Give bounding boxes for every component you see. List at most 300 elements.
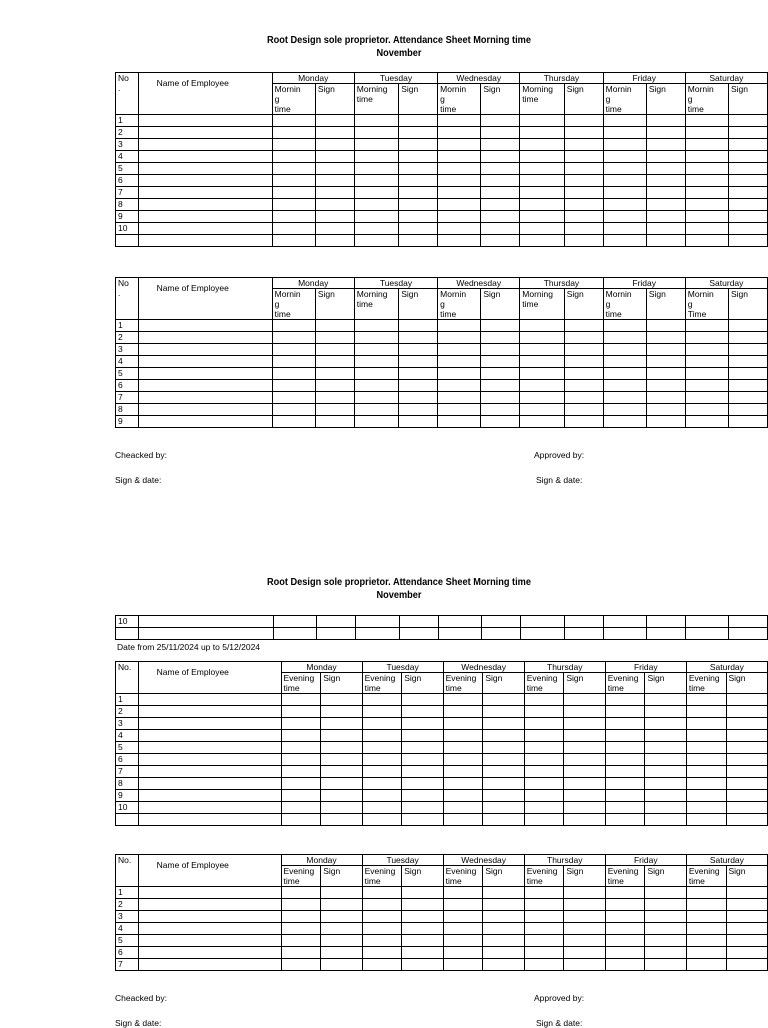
time-cell — [524, 911, 564, 923]
table-row — [116, 380, 768, 392]
table-row — [116, 368, 768, 380]
time-cell — [603, 616, 646, 628]
sign-cell — [646, 356, 685, 368]
checked-by-label-2: Cheacked by: — [115, 993, 167, 1003]
sign-cell — [729, 163, 768, 175]
time-cell — [362, 814, 402, 826]
time-cell — [686, 730, 726, 742]
time-cell — [686, 887, 726, 899]
checked-by-label: Cheacked by: — [115, 450, 167, 460]
sign-cell — [315, 223, 354, 235]
time-cell — [443, 887, 483, 899]
sign-cell — [402, 887, 443, 899]
time-cell — [605, 742, 645, 754]
sign-cell — [399, 211, 438, 223]
sign-date-label-right-2: Sign & date: — [536, 1018, 583, 1028]
sign-cell — [315, 320, 354, 332]
time-cell — [603, 151, 646, 163]
time-cell — [686, 947, 726, 959]
sign-cell — [729, 380, 768, 392]
sign-cell — [321, 935, 362, 947]
time-cell — [438, 199, 481, 211]
time-cell — [354, 151, 398, 163]
time-cell — [281, 778, 321, 790]
sign-cell — [315, 151, 354, 163]
row-number: 4 — [116, 356, 139, 368]
time-cell — [524, 730, 564, 742]
time-cell — [520, 175, 564, 187]
sign-cell — [646, 127, 685, 139]
time-cell — [521, 628, 565, 640]
time-cell — [362, 730, 402, 742]
morning-time-header: Mornin g time — [272, 84, 315, 115]
time-cell — [438, 139, 481, 151]
sign-cell — [402, 706, 443, 718]
sign-cell — [483, 887, 524, 899]
time-cell — [439, 628, 482, 640]
time-cell — [362, 887, 402, 899]
time-cell — [603, 344, 646, 356]
table-row — [116, 211, 768, 223]
sign-cell — [564, 923, 605, 935]
time-cell — [520, 199, 564, 211]
evening-time-header: Evening time — [362, 866, 402, 887]
table-row — [116, 344, 768, 356]
time-cell — [685, 223, 728, 235]
time-cell — [520, 356, 564, 368]
time-cell — [603, 404, 646, 416]
employee-name-cell — [138, 332, 272, 344]
sign-cell — [564, 151, 603, 163]
sign-cell — [402, 959, 443, 971]
sign-cell — [481, 151, 520, 163]
employee-name-cell — [138, 199, 272, 211]
time-cell — [272, 356, 315, 368]
time-cell — [272, 392, 315, 404]
sign-cell — [399, 380, 438, 392]
sign-cell — [645, 935, 686, 947]
table-row — [116, 790, 768, 802]
sign-cell — [564, 163, 603, 175]
time-cell — [443, 947, 483, 959]
employee-name-cell — [138, 404, 272, 416]
employee-name-cell — [138, 368, 272, 380]
row-number: 6 — [116, 754, 139, 766]
sign-cell — [315, 344, 354, 356]
day-header-tuesday: Tuesday — [362, 855, 443, 866]
time-cell — [685, 392, 728, 404]
time-cell — [605, 947, 645, 959]
table-row — [116, 730, 768, 742]
continuation-rows-table — [115, 615, 768, 640]
sign-cell — [729, 404, 768, 416]
time-cell — [520, 211, 564, 223]
time-cell — [524, 923, 564, 935]
sign-cell — [645, 694, 686, 706]
time-cell — [362, 754, 402, 766]
day-header-friday: Friday — [605, 662, 686, 673]
time-cell — [443, 802, 483, 814]
time-cell — [605, 959, 645, 971]
sign-cell — [729, 115, 768, 127]
employee-name-cell — [138, 887, 281, 899]
time-cell — [524, 718, 564, 730]
sign-cell — [400, 616, 439, 628]
sign-cell — [315, 139, 354, 151]
sign-cell — [399, 392, 438, 404]
sign-cell — [399, 115, 438, 127]
sign-header: Sign — [315, 84, 354, 115]
time-cell — [281, 887, 321, 899]
time-cell — [354, 404, 398, 416]
sign-cell — [483, 899, 524, 911]
sign-cell — [399, 223, 438, 235]
sign-cell — [646, 211, 685, 223]
time-cell — [524, 887, 564, 899]
time-cell — [362, 790, 402, 802]
sign-header: Sign — [564, 866, 605, 887]
employee-name-cell — [138, 790, 281, 802]
sign-cell — [646, 344, 685, 356]
time-cell — [524, 706, 564, 718]
row-number: 6 — [116, 175, 139, 187]
row-number: 9 — [116, 790, 139, 802]
sign-cell — [564, 730, 605, 742]
row-number: 1 — [116, 887, 139, 899]
day-header-friday: Friday — [603, 73, 685, 84]
time-cell — [520, 416, 564, 428]
time-cell — [686, 935, 726, 947]
sign-cell — [726, 790, 768, 802]
time-cell — [686, 718, 726, 730]
evening-time-header: Evening time — [524, 673, 564, 694]
time-cell — [281, 694, 321, 706]
time-cell — [685, 199, 728, 211]
sign-cell — [646, 332, 685, 344]
time-cell — [685, 320, 728, 332]
row-number: 1 — [116, 694, 139, 706]
time-cell — [520, 404, 564, 416]
table-row — [116, 754, 768, 766]
sign-cell — [564, 332, 603, 344]
sign-cell — [645, 790, 686, 802]
time-cell — [603, 115, 646, 127]
sign-cell — [321, 899, 362, 911]
sign-cell — [564, 814, 605, 826]
time-cell — [438, 392, 481, 404]
sign-cell — [645, 814, 686, 826]
time-cell — [520, 368, 564, 380]
row-number: 7 — [116, 187, 139, 199]
time-cell — [362, 742, 402, 754]
sign-cell — [729, 235, 768, 247]
time-cell — [603, 235, 646, 247]
table-row — [116, 778, 768, 790]
sign-cell — [729, 211, 768, 223]
time-cell — [272, 332, 315, 344]
employee-name-cell — [138, 320, 272, 332]
sign-cell — [728, 616, 767, 628]
sign-cell — [564, 235, 603, 247]
page-title — [32, 34, 766, 60]
row-number: 6 — [116, 380, 139, 392]
time-cell — [603, 416, 646, 428]
sign-cell — [726, 899, 768, 911]
sign-cell — [483, 923, 524, 935]
sign-cell — [729, 139, 768, 151]
time-cell — [443, 790, 483, 802]
sign-date-label-2: Sign & date: — [115, 1018, 162, 1028]
sign-cell — [729, 332, 768, 344]
row-number: 5 — [116, 935, 139, 947]
time-cell — [438, 127, 481, 139]
time-cell — [281, 923, 321, 935]
sign-header: Sign — [399, 84, 438, 115]
time-cell — [686, 814, 726, 826]
time-cell — [603, 380, 646, 392]
sign-cell — [729, 223, 768, 235]
time-cell — [520, 380, 564, 392]
time-cell — [443, 935, 483, 947]
sign-cell — [481, 332, 520, 344]
time-cell — [354, 127, 398, 139]
sign-cell — [564, 899, 605, 911]
employee-name-cell — [138, 911, 281, 923]
sign-cell — [729, 344, 768, 356]
time-cell — [685, 211, 728, 223]
time-cell — [520, 115, 564, 127]
time-cell — [686, 754, 726, 766]
table-row — [116, 151, 768, 163]
sign-cell — [564, 211, 603, 223]
table-row — [116, 947, 768, 959]
sign-header: Sign — [315, 289, 354, 320]
time-cell — [603, 163, 646, 175]
morning-time-header: Mornin g time — [603, 289, 646, 320]
row-number: 1 — [116, 320, 139, 332]
sign-cell — [315, 127, 354, 139]
time-cell — [520, 187, 564, 199]
time-cell — [281, 947, 321, 959]
time-cell — [272, 344, 315, 356]
sign-cell — [483, 911, 524, 923]
sign-cell — [645, 887, 686, 899]
sign-cell — [726, 754, 768, 766]
time-cell — [524, 899, 564, 911]
employee-name-cell — [138, 742, 281, 754]
time-cell — [354, 139, 398, 151]
sign-cell — [564, 404, 603, 416]
time-cell — [605, 887, 645, 899]
day-header-friday: Friday — [605, 855, 686, 866]
name-header: Name of Employee — [138, 73, 272, 115]
sign-header: Sign — [726, 866, 768, 887]
evening-time-header: Evening time — [686, 673, 726, 694]
employee-name-cell — [138, 616, 273, 628]
time-cell — [272, 127, 315, 139]
time-cell — [438, 211, 481, 223]
time-cell — [354, 392, 398, 404]
sign-cell — [321, 706, 362, 718]
row-number: 3 — [116, 344, 139, 356]
morning-attendance-table-1 — [115, 72, 768, 247]
sign-cell — [399, 332, 438, 344]
table-row — [116, 127, 768, 139]
sign-cell — [321, 742, 362, 754]
sign-cell — [315, 211, 354, 223]
sign-cell — [321, 790, 362, 802]
sign-header: Sign — [402, 673, 443, 694]
sign-cell — [726, 718, 768, 730]
table-row — [116, 199, 768, 211]
sign-cell — [399, 356, 438, 368]
sign-cell — [646, 392, 685, 404]
sign-cell — [321, 766, 362, 778]
row-number: 2 — [116, 706, 139, 718]
time-cell — [438, 416, 481, 428]
employee-name-cell — [138, 778, 281, 790]
employee-name-cell — [138, 814, 281, 826]
employee-name-cell — [138, 344, 272, 356]
table-row — [116, 814, 768, 826]
time-cell — [281, 742, 321, 754]
time-cell — [685, 163, 728, 175]
sign-cell — [315, 416, 354, 428]
sign-cell — [564, 187, 603, 199]
row-number: 5 — [116, 163, 139, 175]
sign-header: Sign — [645, 866, 686, 887]
time-cell — [685, 127, 728, 139]
sign-cell — [317, 628, 356, 640]
morning-time-header: Morning time — [354, 289, 398, 320]
time-cell — [281, 766, 321, 778]
sign-cell — [564, 790, 605, 802]
time-cell — [362, 911, 402, 923]
time-cell — [438, 163, 481, 175]
time-cell — [272, 223, 315, 235]
sign-header: Sign — [481, 289, 520, 320]
time-cell — [685, 235, 728, 247]
time-cell — [438, 356, 481, 368]
time-cell — [443, 730, 483, 742]
time-cell — [356, 628, 400, 640]
date-range: Date from 25/11/2024 up to 5/12/2024 — [117, 642, 261, 652]
sign-cell — [402, 911, 443, 923]
sign-header: Sign — [564, 289, 603, 320]
time-cell — [272, 320, 315, 332]
time-cell — [686, 766, 726, 778]
sign-cell — [321, 814, 362, 826]
sign-cell — [315, 392, 354, 404]
time-cell — [281, 814, 321, 826]
sign-cell — [645, 742, 686, 754]
sign-cell — [645, 923, 686, 935]
employee-name-cell — [138, 730, 281, 742]
time-cell — [605, 778, 645, 790]
time-cell — [438, 115, 481, 127]
time-cell — [605, 730, 645, 742]
sign-cell — [321, 754, 362, 766]
sign-cell — [646, 368, 685, 380]
day-header-monday: Monday — [272, 73, 354, 84]
row-number: 3 — [116, 911, 139, 923]
sign-cell — [481, 416, 520, 428]
header-row-days — [116, 662, 768, 673]
evening-time-header: Evening time — [362, 673, 402, 694]
sign-cell — [321, 778, 362, 790]
sign-cell — [481, 616, 520, 628]
time-cell — [438, 235, 481, 247]
table-row — [116, 923, 768, 935]
table-row — [116, 935, 768, 947]
morning-time-header: Morning time — [520, 84, 564, 115]
day-header-saturday: Saturday — [686, 662, 767, 673]
sign-cell — [483, 959, 524, 971]
time-cell — [605, 923, 645, 935]
sign-cell — [483, 742, 524, 754]
sign-cell — [646, 199, 685, 211]
sign-cell — [645, 802, 686, 814]
sign-cell — [321, 959, 362, 971]
sign-cell — [402, 790, 443, 802]
row-number: 7 — [116, 766, 139, 778]
time-cell — [685, 187, 728, 199]
sign-date-label-right: Sign & date: — [536, 475, 583, 485]
sign-cell — [564, 778, 605, 790]
day-header-wednesday: Wednesday — [443, 662, 524, 673]
morning-attendance-table-2 — [115, 277, 768, 428]
row-number: 2 — [116, 332, 139, 344]
sign-cell — [399, 404, 438, 416]
sign-cell — [564, 935, 605, 947]
evening-time-header: Evening time — [443, 866, 483, 887]
time-cell — [362, 947, 402, 959]
sign-cell — [729, 320, 768, 332]
row-number — [116, 628, 139, 640]
time-cell — [281, 959, 321, 971]
time-cell — [685, 404, 728, 416]
sign-cell — [483, 694, 524, 706]
sign-cell — [564, 959, 605, 971]
sign-cell — [481, 163, 520, 175]
header-row-days — [116, 855, 768, 866]
row-number — [116, 814, 139, 826]
sign-cell — [321, 923, 362, 935]
time-cell — [362, 802, 402, 814]
sign-cell — [645, 754, 686, 766]
sign-cell — [321, 911, 362, 923]
time-cell — [603, 175, 646, 187]
time-cell — [520, 344, 564, 356]
time-cell — [605, 766, 645, 778]
sign-cell — [321, 802, 362, 814]
title-line-1: Root Design sole proprietor. Attendance Sheet Morning time — [267, 35, 531, 46]
sign-cell — [321, 947, 362, 959]
time-cell — [520, 223, 564, 235]
employee-name-cell — [138, 127, 272, 139]
employee-name-cell — [138, 706, 281, 718]
time-cell — [520, 127, 564, 139]
time-cell — [281, 911, 321, 923]
sign-cell — [321, 694, 362, 706]
no-header: No . — [116, 278, 139, 320]
time-cell — [281, 790, 321, 802]
table-row — [116, 404, 768, 416]
time-cell — [272, 368, 315, 380]
sign-header: Sign — [564, 84, 603, 115]
time-cell — [603, 332, 646, 344]
sign-cell — [646, 380, 685, 392]
